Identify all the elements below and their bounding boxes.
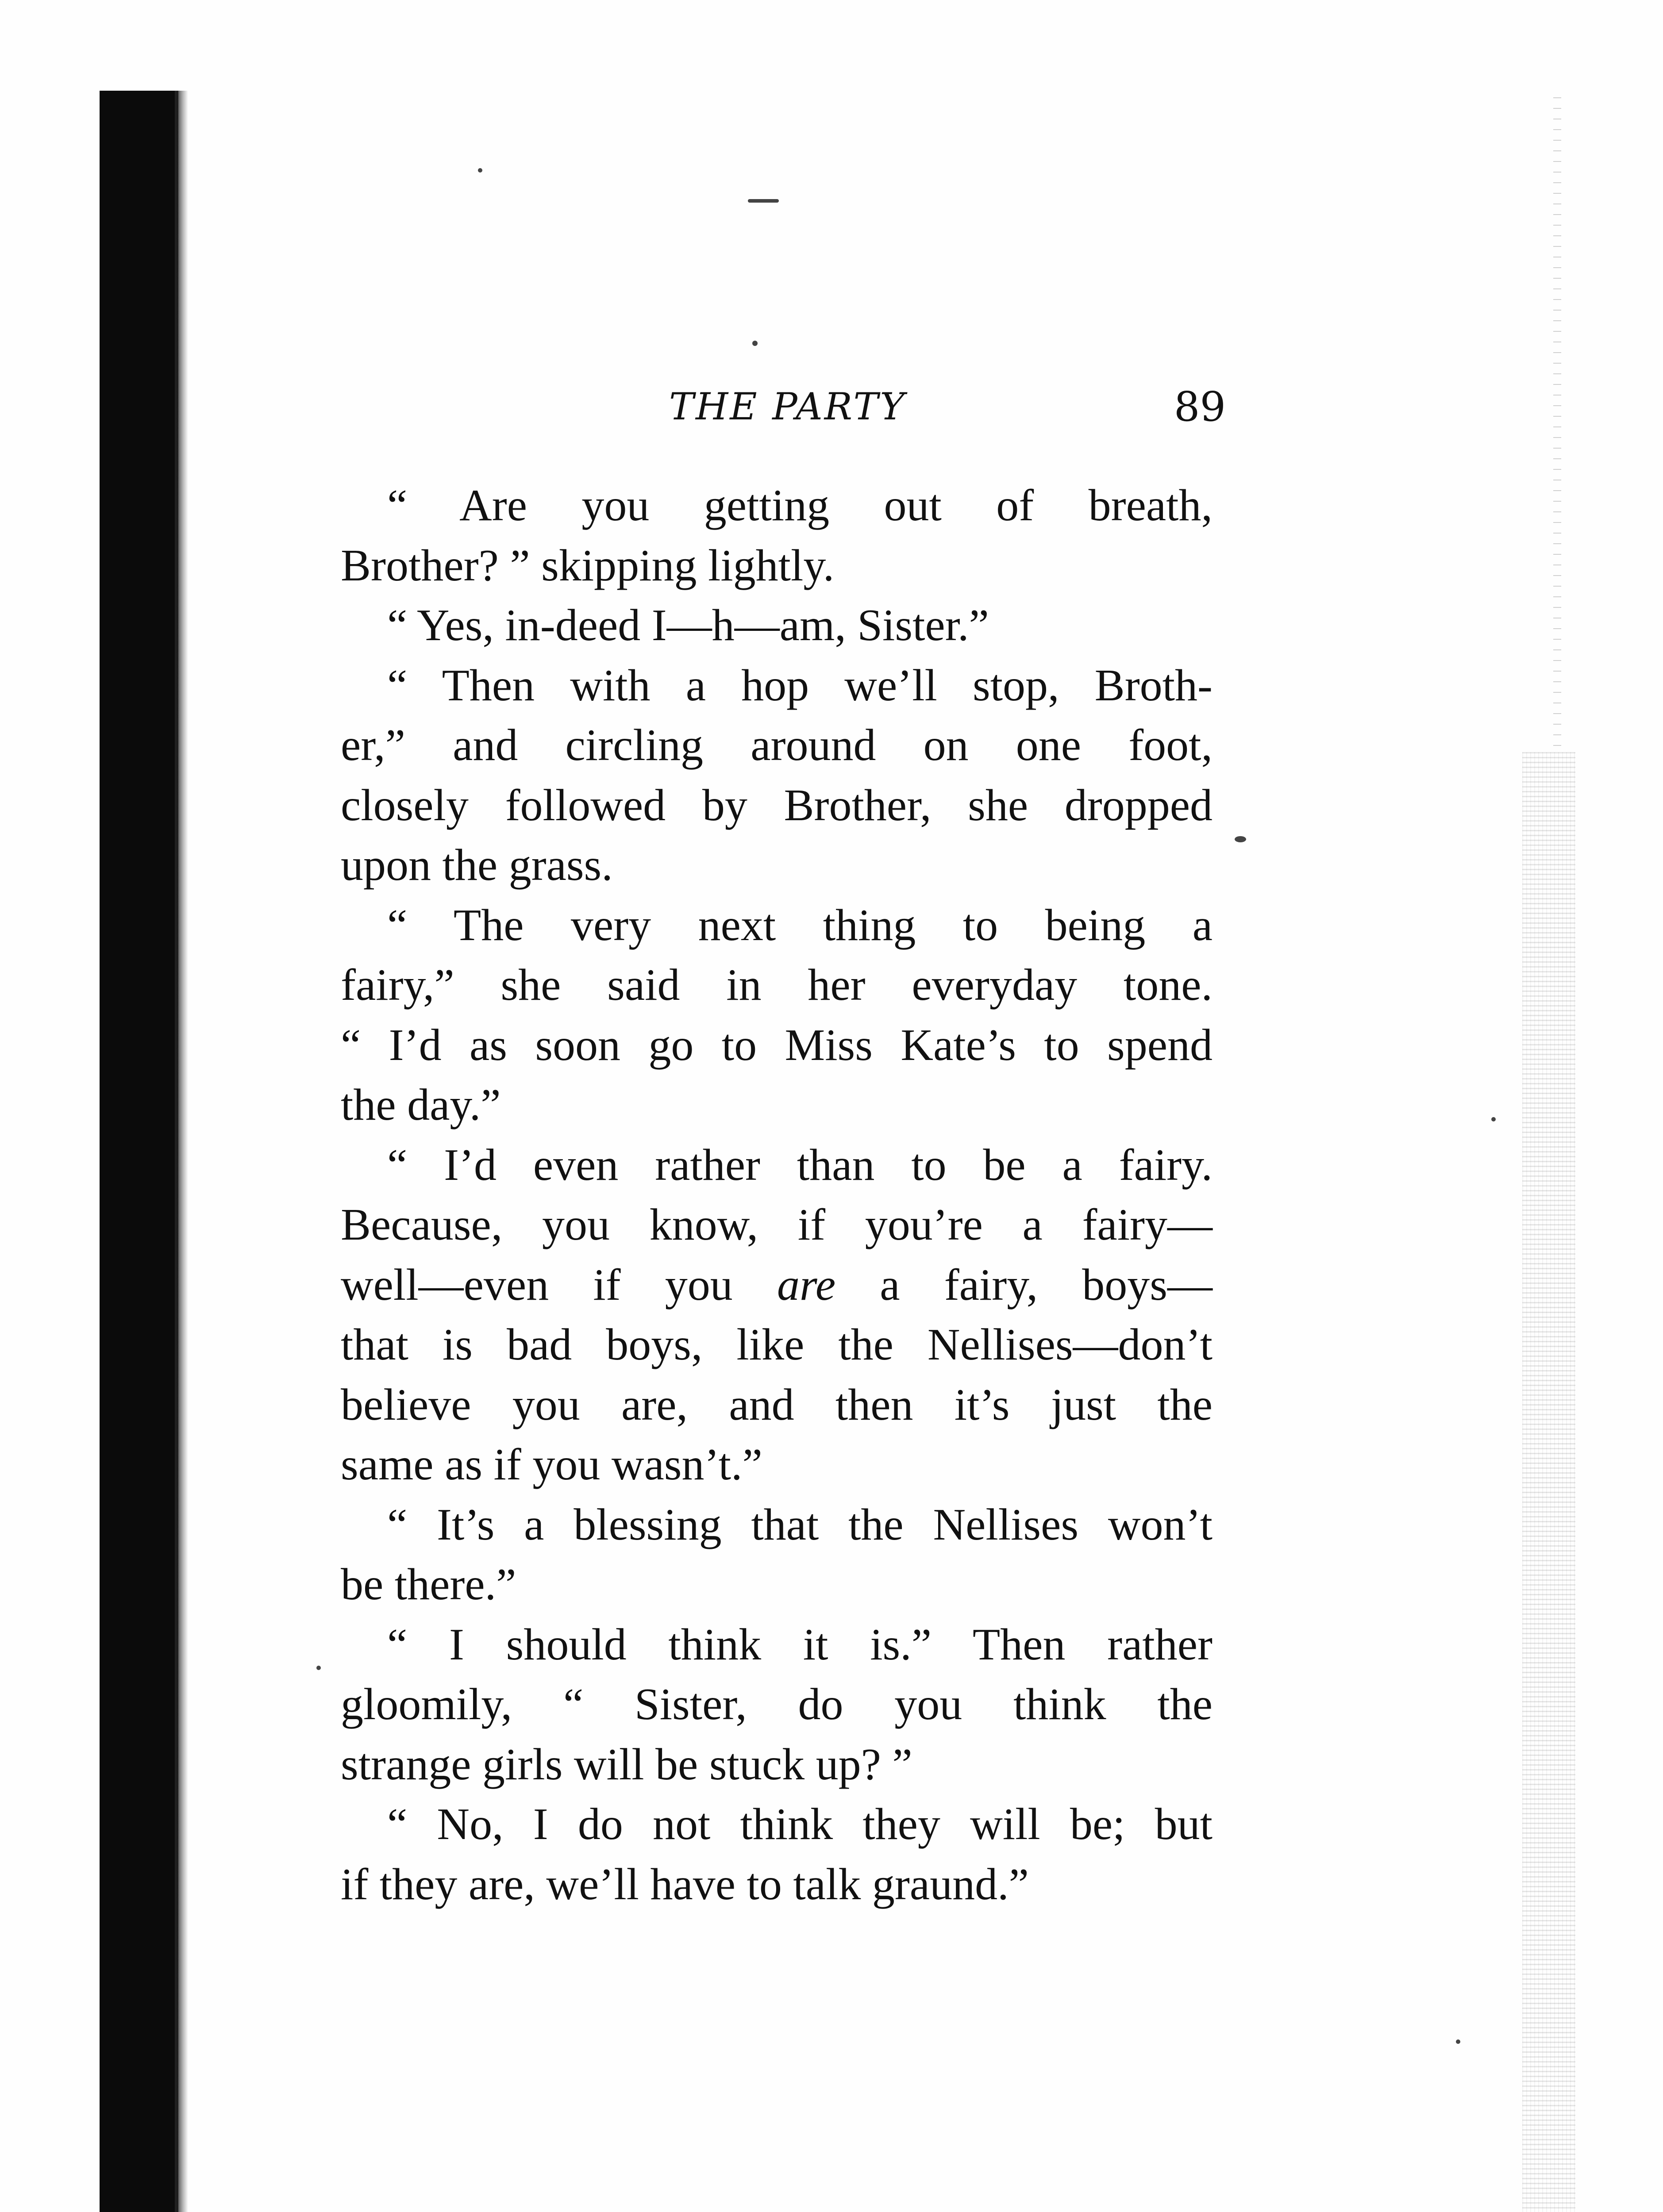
text-line: fairy,” she said in her everyday tone. <box>341 960 1213 1010</box>
text-line: upon the grass. <box>341 840 613 890</box>
text-line: strange girls will be stuck up? ” <box>341 1739 912 1790</box>
text-line: er,” and circling around on one foot, <box>341 720 1213 770</box>
page-title: THE PARTY <box>669 385 907 428</box>
scan-speck <box>316 1666 321 1670</box>
paragraph <box>341 1615 1213 1795</box>
text-line: “ No, I do not think they will be; but <box>387 1799 1213 1849</box>
text-line: believe you are, and then it’s just the <box>341 1379 1213 1430</box>
text-line: “ The very next thing to being a <box>387 900 1213 950</box>
paragraph <box>341 1495 1213 1615</box>
scan-speck <box>752 341 758 346</box>
text-line: “ It’s a blessing that the Nellises won’t <box>387 1499 1213 1550</box>
binding-edge <box>175 91 188 2212</box>
scan-speck <box>748 199 779 203</box>
text-line: “ Yes, in-deed I—h—am, Sister.” <box>387 600 989 650</box>
scan-noise-thin <box>1553 97 1561 752</box>
text-line: “ Then with a hop we’ll stop, Broth- <box>387 660 1213 710</box>
binding-shadow <box>100 91 178 2212</box>
text-line: if they are, we’ll have to talk graund.” <box>341 1859 1029 1909</box>
text-line: “ Are you getting out of breath, <box>387 480 1213 530</box>
text-line-with-emphasis: well—even if you are a fairy, boys— <box>341 1260 1213 1310</box>
running-head <box>341 385 1235 442</box>
paragraph <box>341 656 1213 895</box>
paragraph <box>341 476 1213 595</box>
text-line: closely followed by Brother, she dropped <box>341 780 1213 830</box>
text-line: “ I should think it is.” Then rather <box>387 1619 1213 1670</box>
text-line: same as if you wasn’t.” <box>341 1440 762 1490</box>
scan-noise <box>1522 752 1575 2212</box>
emphasized-word: are <box>777 1260 836 1310</box>
text-line: “ I’d even rather than to be a fairy. <box>387 1140 1213 1190</box>
paragraph <box>341 595 1213 656</box>
text-line: Because, you know, if you’re a fairy— <box>341 1200 1213 1250</box>
body-text <box>341 476 1213 1914</box>
text-line: Brother? ” skipping lightly. <box>341 540 835 591</box>
text-line: gloomily, “ Sister, do you think the <box>341 1679 1213 1729</box>
text-line: be there.” <box>341 1559 516 1609</box>
page-number: 89 <box>1174 383 1226 430</box>
scan-speck <box>1456 2039 1460 2044</box>
text-line: that is bad boys, like the Nellises—don’t <box>341 1320 1213 1370</box>
text-line: “ I’d as soon go to Miss Kate’s to spend <box>341 1020 1213 1070</box>
paragraph <box>341 895 1213 1135</box>
scan-speck <box>1491 1117 1496 1121</box>
scan-speck <box>1235 836 1246 842</box>
text-line: the day.” <box>341 1080 501 1130</box>
scan-speck <box>478 168 482 173</box>
paragraph <box>341 1135 1213 1495</box>
paragraph <box>341 1794 1213 1914</box>
